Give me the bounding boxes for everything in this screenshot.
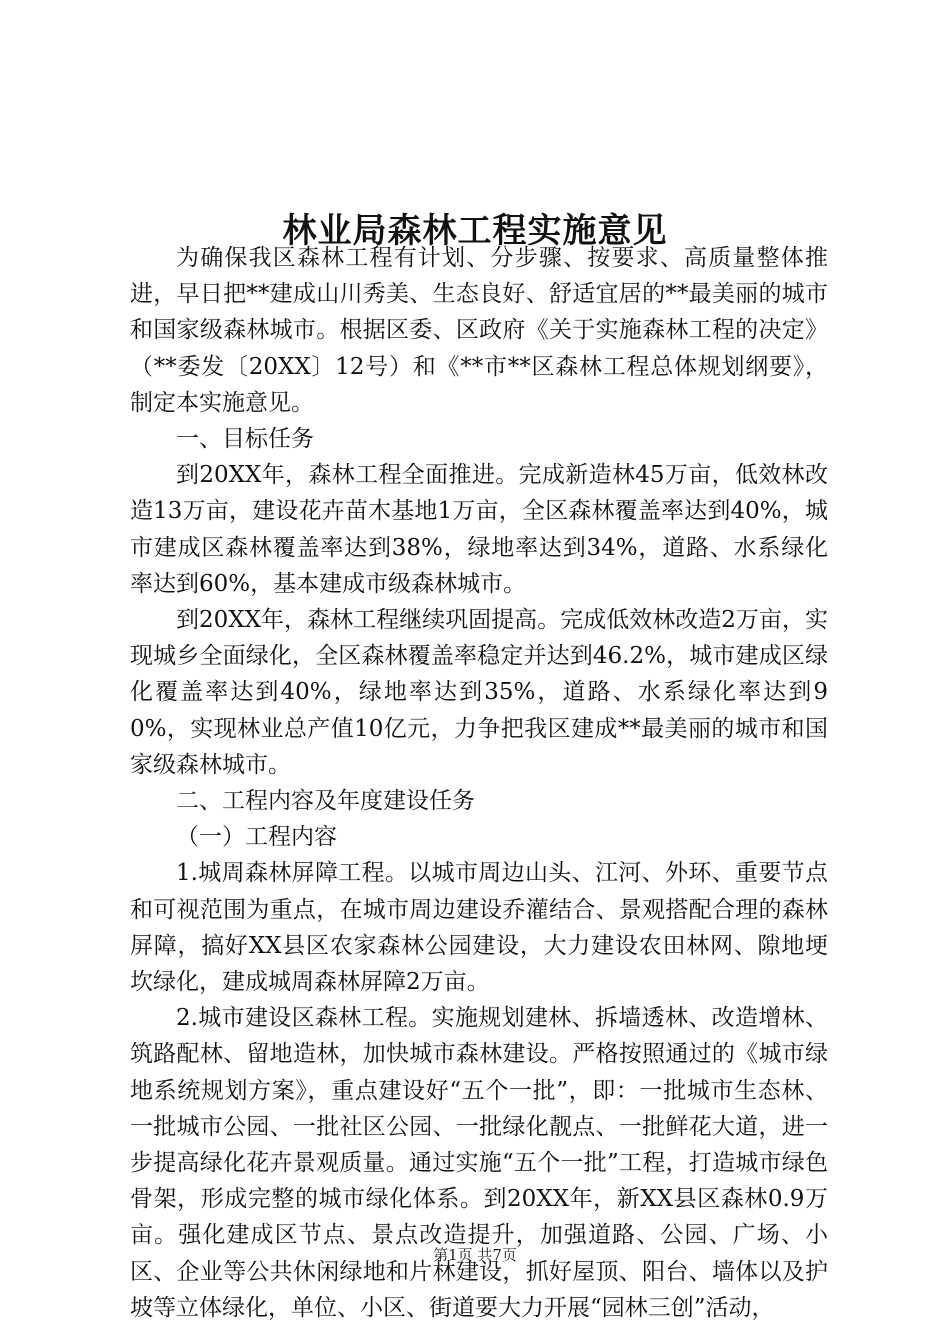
intro-paragraph: 为确保我区森林工程有计划、分步骤、按要求、高质量整体推进，早日把**建成山川秀美、生态良好、舒适宜居的**最美丽的城市和国家级森林城市。根据区委、区政府《关于实施森林工程的决定》（**委发〔20XX〕12号）和《**市**区森林工程总体规划纲要》，制定本实施意见。 (130, 245, 828, 416)
goals-paragraph-1: 到20XX年，森林工程全面推进。完成新造林45万亩，低效林改造13万亩，建设花卉苗木基地1万亩，全区森林覆盖率达到40%，城市建成区森林覆盖率达到38%，绿地率达到34%，道路、水系绿化率达到60%，基本建成市级森林城市。 (130, 462, 828, 597)
subsection-heading-content: （一）工程内容 (176, 824, 337, 851)
document-title: 林业局森林工程实施意见 (282, 210, 668, 251)
page-footer: 第1页 共7页 (433, 1246, 517, 1264)
content-item-1: 1.城周森林屏障工程。以城市周边山头、江河、外环、重要节点和可视范围为重点，在城市周边建设乔灌结合、景观搭配合理的森林屏障，搞好XX县区农家森林公园建设，大力建设农田林网、隙地埂坎绿化，建成城周森林屏障2万亩。 (130, 860, 828, 996)
document-body (130, 240, 828, 1326)
goals-paragraph-2: 到20XX年，森林工程继续巩固提高。完成低效林改造2万亩，实现城乡全面绿化，全区森林覆盖率稳定并达到46.2%，城市建成区绿化覆盖率达到40%，绿地率达到35%，道路、水系绿化率达到90%，实现林业总产值10亿元，力争把我区建成**最美丽的城市和国家级森林城市。 (130, 607, 828, 778)
section-heading-goals: 一、目标任务 (176, 426, 314, 453)
section-heading-tasks: 二、工程内容及年度建设任务 (176, 788, 475, 815)
content-item-2: 2.城市建设区森林工程。实施规划建林、拆墙透林、改造增林、筑路配林、留地造林，加快城市森林建设。严格按照通过的《城市绿地系统规划方案》，重点建设好“五个一批”，即：一批城市生态林、一批城市公园、一批社区公园、一批绿化靓点、一批鲜花大道，进一步提高绿化花卉景观质量。通过实施“五个一批”工程，打造城市绿色骨架，形成完整的城市绿化体系。到20XX年，新XX县区森林0.9万亩。强化建成区节点、景点改造提升，加强道路、公园、广场、小区、企业等公共休闲绿地和片林建设，抓好屋顶、阳台、墙体以及护坡等立体绿化，单位、小区、街道要大力开展“园林三创”活动， (130, 1005, 828, 1321)
